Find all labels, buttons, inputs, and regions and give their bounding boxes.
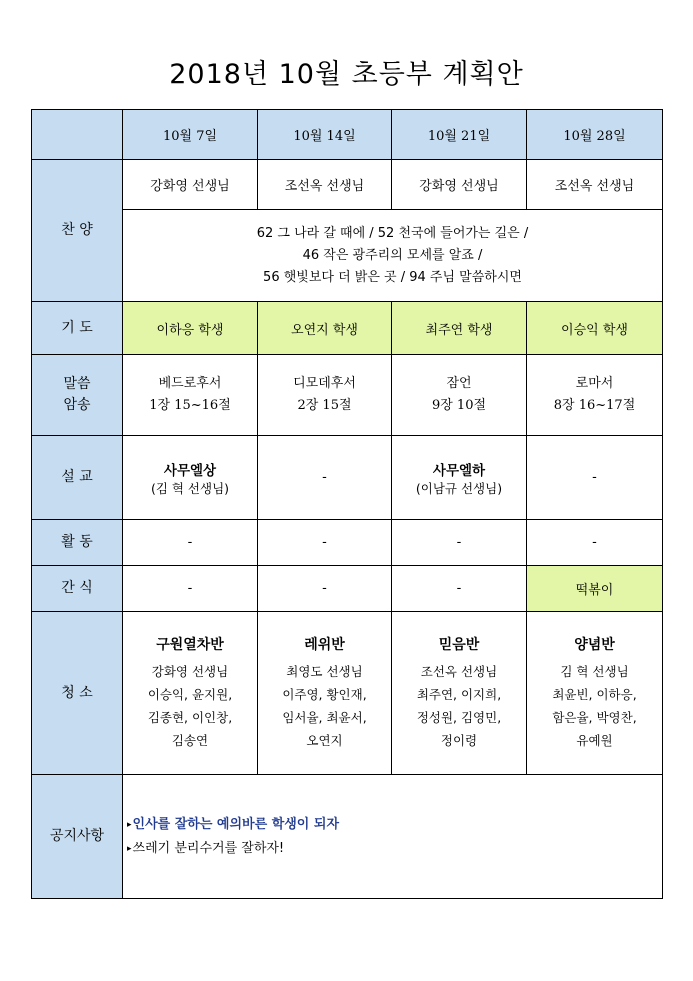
memory-book: 로마서 <box>575 376 614 391</box>
activity-cell: - <box>258 520 392 566</box>
sermon-cell: - <box>258 436 392 520</box>
sermon-cell <box>123 436 258 520</box>
memory-verse <box>123 355 258 436</box>
memory-label-line: 암송 <box>63 397 91 413</box>
memory-book: 디모데후서 <box>293 376 356 391</box>
snack-label: 간 식 <box>32 566 123 612</box>
activity-label: 활 동 <box>32 520 123 566</box>
cleaning-member-line: 김종현, 이인창, <box>147 710 233 725</box>
prayer-student: 오연지 학생 <box>258 302 392 355</box>
prayer-student: 최주연 학생 <box>392 302 527 355</box>
cleaning-label: 청 소 <box>32 612 123 775</box>
triangle-bullet-icon: ▸ <box>127 843 132 854</box>
sermon-title: 사무엘상 <box>163 462 217 479</box>
date-header-row <box>32 110 663 160</box>
notice-line <box>127 813 662 837</box>
activity-cell: - <box>123 520 258 566</box>
memory-ref: 8장 16~17절 <box>553 398 636 413</box>
hymn-leader-row <box>32 160 663 210</box>
activity-row <box>32 520 663 566</box>
cleaning-member-line: 임서율, 최윤서, <box>282 710 367 725</box>
snack-cell: - <box>392 566 527 612</box>
memory-row <box>32 355 663 436</box>
activity-cell: - <box>527 520 663 566</box>
cleaning-member-line: 함은율, 박영찬, <box>552 710 637 725</box>
cleaning-member-line: 정성원, 김영민, <box>416 710 502 725</box>
snack-cell: - <box>258 566 392 612</box>
sermon-row <box>32 436 663 520</box>
sermon-title: 사무엘하 <box>432 462 486 479</box>
cleaning-member-line: 이승익, 윤지원, <box>147 687 233 702</box>
activity-cell: - <box>392 520 527 566</box>
memory-label-line: 말씀 <box>63 376 91 392</box>
cleaning-member-line: 이주영, 황인재, <box>282 687 367 702</box>
hymn-leader: 조선옥 선생님 <box>258 160 392 210</box>
hymn-songs-row <box>32 210 663 302</box>
cleaning-group-name: 양념반 <box>574 637 615 653</box>
notice-label: 공지사항 <box>32 775 123 899</box>
notice-line <box>127 837 662 861</box>
cleaning-member-line: 최영도 선생님 <box>286 664 363 679</box>
snack-cell: 떡볶이 <box>527 566 663 612</box>
prayer-student: 이하응 학생 <box>123 302 258 355</box>
cleaning-cell <box>527 612 663 775</box>
prayer-row <box>32 302 663 355</box>
memory-ref: 2장 15절 <box>297 398 352 413</box>
date-cell: 10월 7일 <box>123 110 258 160</box>
date-cell: 10월 28일 <box>527 110 663 160</box>
cleaning-group-name: 레위반 <box>304 637 345 653</box>
memory-ref: 9장 10절 <box>431 398 487 413</box>
snack-row <box>32 566 663 612</box>
corner-cell <box>32 110 123 160</box>
memory-ref: 1장 15~16절 <box>149 398 231 413</box>
memory-verse <box>392 355 527 436</box>
memory-book: 베드로후서 <box>158 376 222 391</box>
hymn-song-line: 62 그 나라 갈 때에 / 52 천국에 들어가는 길은 / <box>256 225 529 241</box>
hymn-song-line: 56 햇빛보다 더 밝은 곳 / 94 주님 말씀하시면 <box>263 269 522 285</box>
sermon-cell <box>392 436 527 520</box>
triangle-bullet-icon: ▸ <box>127 819 132 830</box>
page-title: 2018년 10월 초등부 계획안 <box>169 59 524 90</box>
notice-cell <box>123 775 663 899</box>
sermon-cell: - <box>527 436 663 520</box>
cleaning-member-line: 최주연, 이지희, <box>416 687 502 702</box>
cleaning-member-line: 유예원 <box>576 733 613 748</box>
cleaning-member-line: 김송연 <box>171 733 209 748</box>
plan-table <box>31 109 663 899</box>
cleaning-member-line: 정이령 <box>440 733 478 748</box>
cleaning-member-line: 김 혁 선생님 <box>560 664 629 679</box>
date-cell: 10월 21일 <box>392 110 527 160</box>
hymn-song-line: 46 작은 광주리의 모세를 알죠 / <box>302 247 483 263</box>
notice-row <box>32 775 663 899</box>
prayer-label: 기 도 <box>32 302 123 355</box>
sermon-speaker: (이남규 선생님) <box>415 480 503 496</box>
memory-book: 잠언 <box>446 376 472 391</box>
hymn-leader: 강화영 선생님 <box>392 160 527 210</box>
cleaning-group-name: 믿음반 <box>438 637 480 653</box>
cleaning-cell <box>258 612 392 775</box>
notice-text: 쓰레기 분리수거를 잘하자! <box>132 840 285 856</box>
snack-cell: - <box>123 566 258 612</box>
sermon-speaker: (김 혁 선생님) <box>150 480 230 496</box>
cleaning-member-line: 최윤빈, 이하응, <box>552 687 637 702</box>
cleaning-group-name: 구원열차반 <box>156 637 224 653</box>
cleaning-member-line: 오연지 <box>306 733 343 748</box>
prayer-student: 이승익 학생 <box>527 302 663 355</box>
memory-verse <box>527 355 663 436</box>
hymn-label: 찬 양 <box>32 160 123 302</box>
cleaning-cell <box>392 612 527 775</box>
hymn-leader: 조선옥 선생님 <box>527 160 663 210</box>
cleaning-row <box>32 612 663 775</box>
notice-text: 인사를 잘하는 예의바른 학생이 되자 <box>132 816 340 832</box>
memory-verse <box>258 355 392 436</box>
cleaning-cell <box>123 612 258 775</box>
hymn-leader: 강화영 선생님 <box>123 160 258 210</box>
cleaning-member-line: 조선옥 선생님 <box>420 664 498 679</box>
cleaning-member-line: 강화영 선생님 <box>151 664 229 679</box>
sermon-label: 설 교 <box>32 436 123 520</box>
hymn-songs-cell <box>123 210 663 302</box>
memory-label <box>32 355 123 436</box>
date-cell: 10월 14일 <box>258 110 392 160</box>
